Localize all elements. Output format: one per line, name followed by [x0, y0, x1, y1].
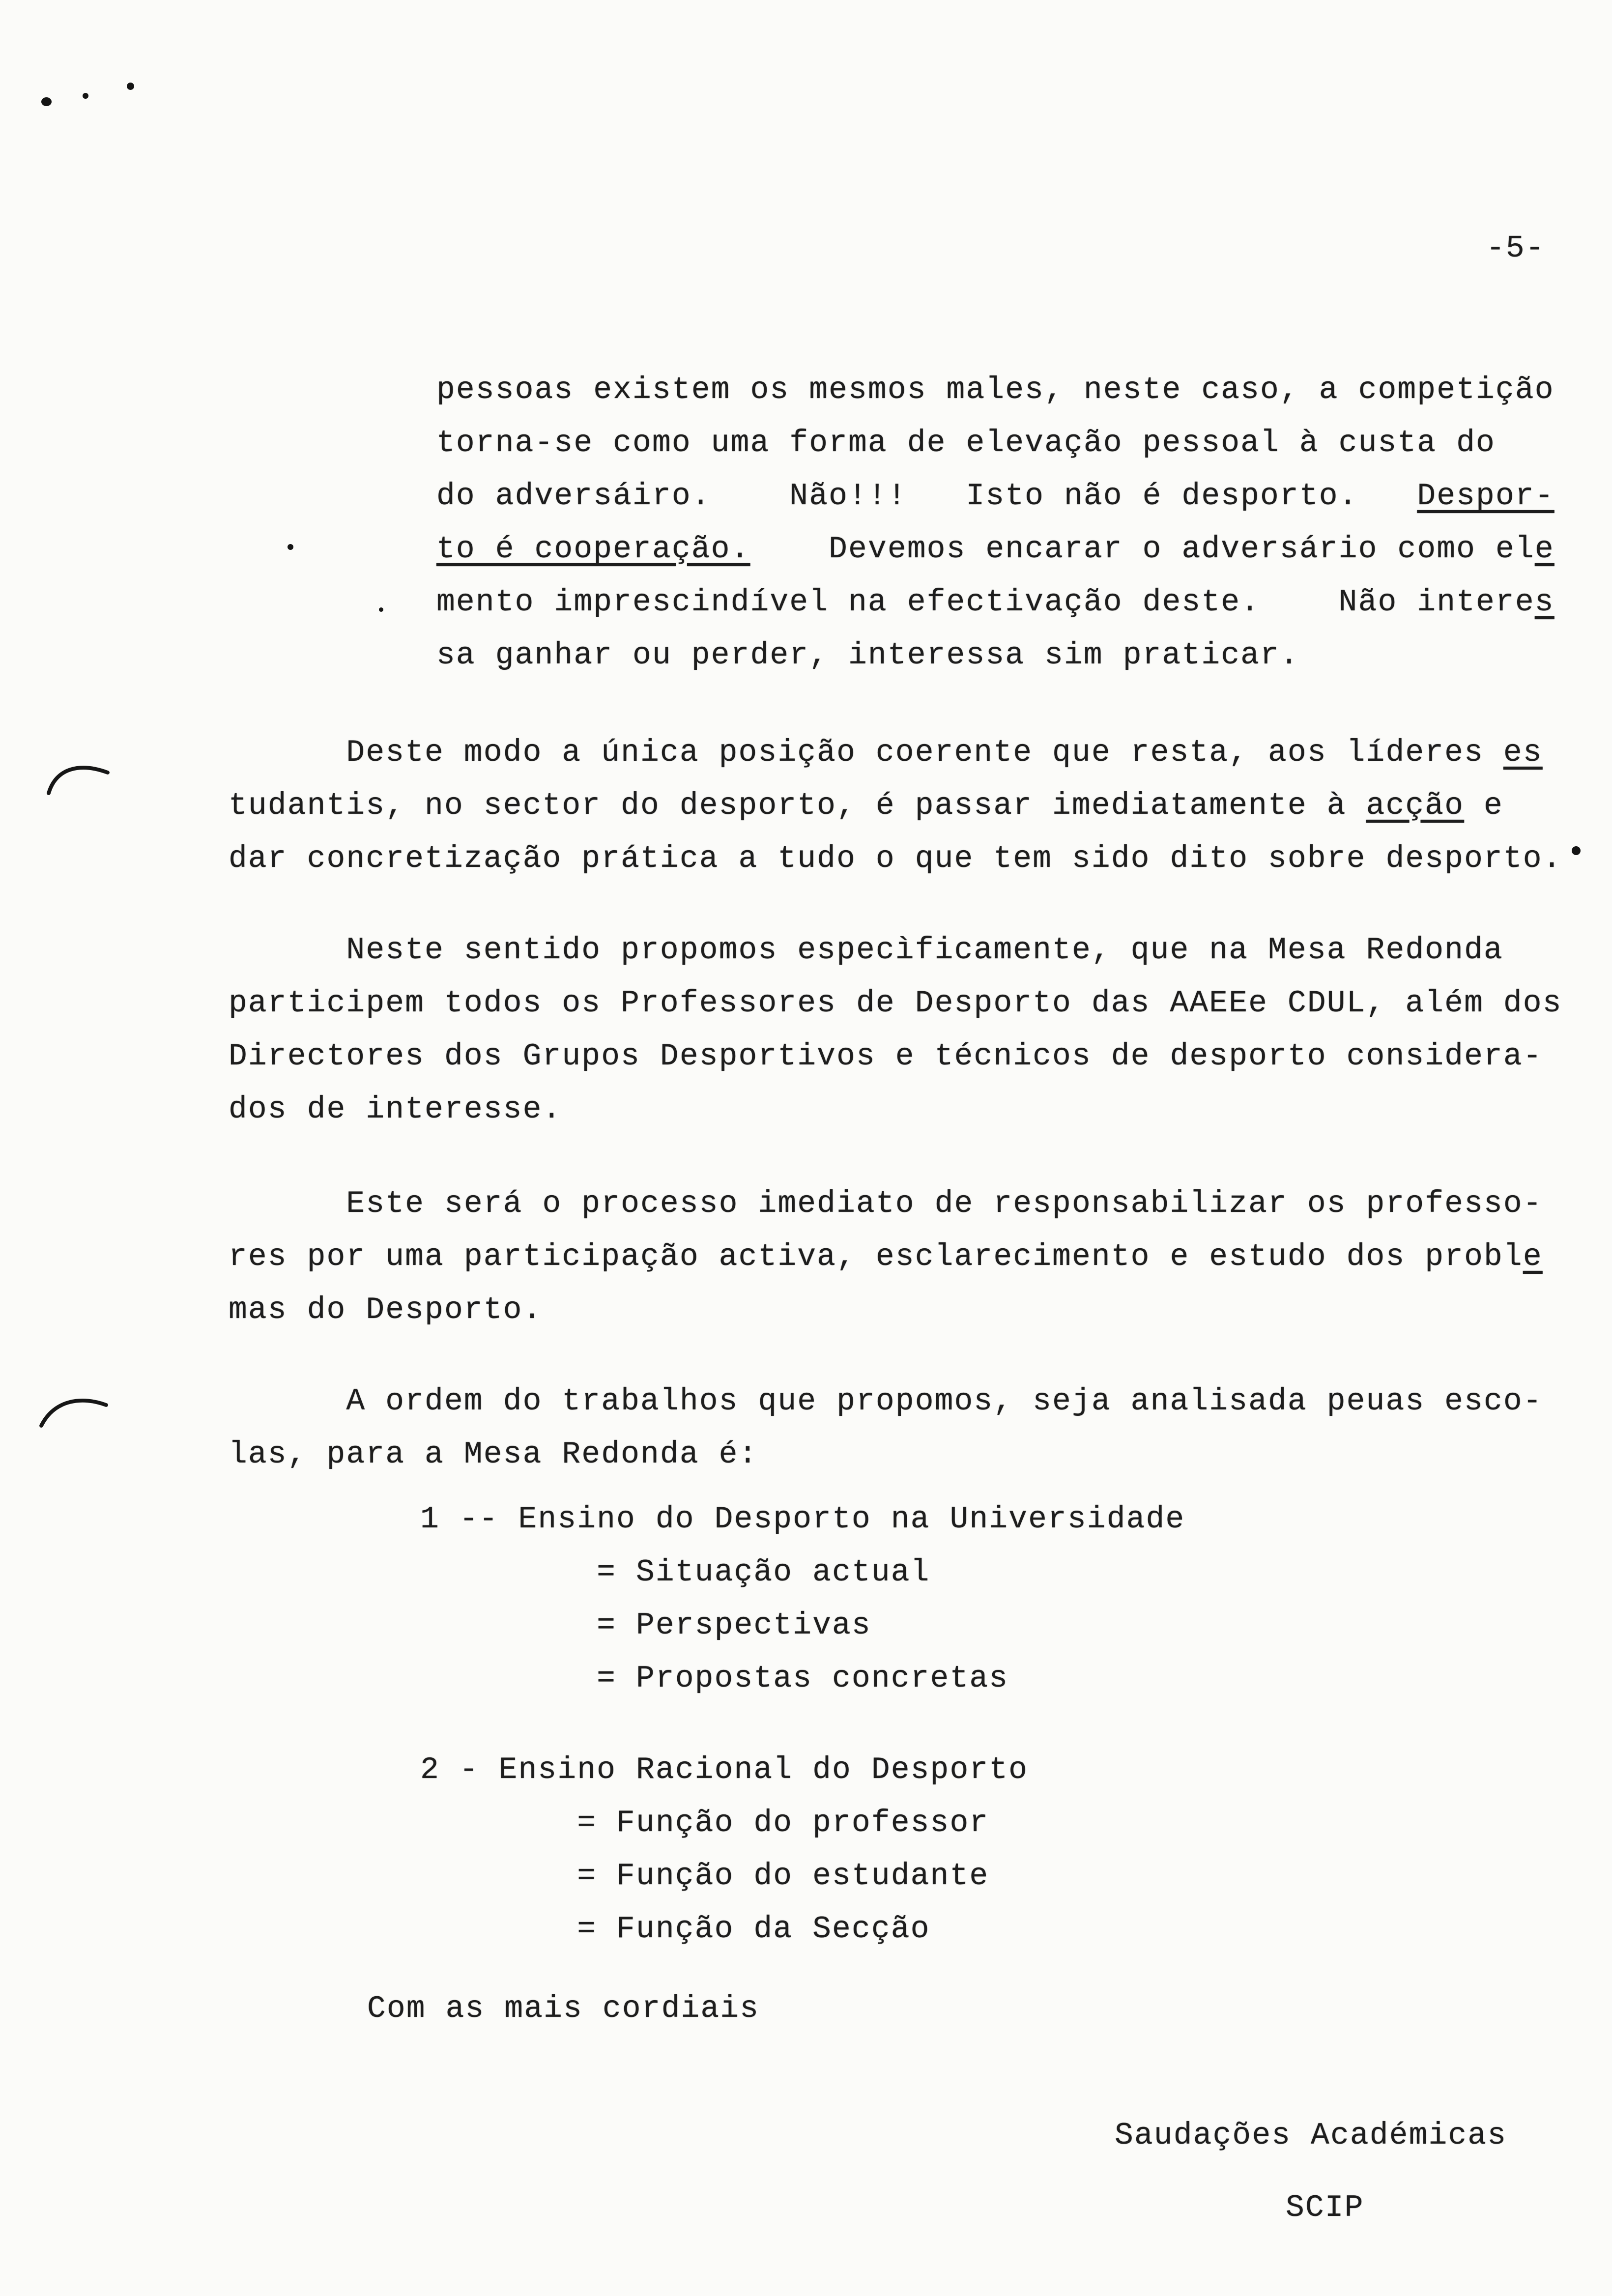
text-segment: e — [1523, 1241, 1543, 1275]
text-line — [229, 781, 1562, 834]
text-line — [229, 1032, 1562, 1085]
text-line — [436, 525, 1554, 578]
text-segment: las, para a Mesa Redonda é: — [229, 1439, 758, 1473]
text-segment: mento imprescindível na efectivação deste. Não intere — [436, 587, 1535, 621]
paragraph-process — [229, 1179, 1543, 1339]
text-segment: mas do Desporto. — [229, 1294, 543, 1328]
text-segment: torna-se como uma forma de elevação pessoal à custa do — [436, 428, 1496, 461]
text-line — [420, 1746, 1028, 1799]
text-segment: A ordem do trabalhos que propomos, seja analisada peuas esco- — [229, 1386, 1543, 1420]
text-segment: tudantis, no sector do desporto, é passar imediatamente à — [229, 790, 1366, 824]
text-segment: = Situação actual — [420, 1557, 930, 1591]
text-segment: Despor- — [1417, 481, 1554, 515]
text-line — [229, 1377, 1543, 1430]
text-line — [436, 631, 1554, 684]
ink-speck — [1572, 846, 1581, 855]
text-line — [229, 834, 1562, 888]
text-segment: Deste modo a única posição coerente que resta, aos líderes — [229, 737, 1503, 771]
text-segment: = Propostas concretas — [420, 1663, 1009, 1697]
text-line — [420, 1548, 1185, 1601]
text-line — [229, 1286, 1543, 1339]
ink-speck — [379, 607, 383, 612]
agenda-item-1 — [420, 1495, 1185, 1707]
page-number: -5- — [1486, 233, 1545, 267]
paragraph-proposal — [229, 926, 1562, 1138]
agenda-item-2 — [420, 1746, 1028, 1958]
text-segment: es — [1503, 737, 1543, 771]
text-segment: Neste sentido propomos especìficamente, que na Mesa Redonda — [229, 935, 1503, 969]
ink-speck — [288, 544, 293, 550]
text-line — [420, 1852, 1028, 1905]
ink-speck — [41, 97, 52, 106]
text-segment: res por uma participação activa, esclarecimento e estudo dos probl — [229, 1241, 1523, 1275]
paragraph-agenda-intro — [229, 1377, 1543, 1483]
text-segment: sa ganhar ou perder, interessa sim praticar. — [436, 640, 1299, 674]
text-line — [229, 1430, 1543, 1483]
text-segment: to é cooperação. — [436, 534, 750, 568]
text-segment: pessoas existem os mesmos males, neste caso, a competição — [436, 374, 1554, 408]
text-line — [436, 366, 1554, 419]
text-line — [420, 1495, 1185, 1548]
handwritten-arc-mark — [44, 758, 112, 799]
handwritten-arc-mark — [37, 1392, 111, 1433]
text-line — [436, 419, 1554, 472]
paragraph-call-to-action — [229, 728, 1562, 888]
text-line — [229, 728, 1562, 781]
paragraph-quote-continuation — [436, 366, 1554, 684]
text-line — [420, 1654, 1185, 1707]
text-line — [229, 979, 1562, 1032]
text-segment: = Função da Secção — [420, 1914, 930, 1948]
organization-abbreviation: SCIP — [1286, 2192, 1364, 2226]
text-line — [229, 926, 1562, 979]
text-line — [229, 1179, 1543, 1233]
text-line — [420, 1601, 1185, 1654]
text-segment: e — [1464, 790, 1503, 824]
text-line — [229, 1085, 1562, 1138]
text-segment: = Perspectivas — [420, 1610, 871, 1644]
text-line — [229, 1233, 1543, 1286]
text-segment: Directores dos Grupos Desportivos e técnicos de desporto considera- — [229, 1041, 1543, 1075]
text-line — [436, 472, 1554, 525]
text-segment: do adversáiro. Não!!! Isto não é desporto. — [436, 481, 1417, 515]
text-segment: Devemos encarar o adversário como el — [750, 534, 1535, 568]
text-segment: participem todos os Professores de Desporto das AAEEe CDUL, além dos — [229, 988, 1562, 1022]
signature-line: Saudações Académicas — [1115, 2120, 1507, 2154]
text-segment: Este será o processo imediato de responsabilizar os professo- — [229, 1188, 1543, 1222]
text-segment: 2 - Ensino Racional do Desporto — [420, 1754, 1029, 1788]
closing-line: Com as mais cordiais — [367, 1993, 760, 2027]
text-segment: s — [1534, 587, 1554, 621]
text-segment: dar concretização prática a tudo o que tem sido dito sobre desporto. — [229, 843, 1562, 877]
text-line — [420, 1905, 1028, 1958]
text-segment: = Função do professor — [420, 1808, 989, 1841]
text-segment: 1 -- Ensino do Desporto na Universidade — [420, 1504, 1185, 1538]
text-segment: dos de interesse. — [229, 1094, 562, 1128]
text-segment: acção — [1366, 790, 1465, 824]
text-segment: e — [1534, 534, 1554, 568]
text-line — [436, 578, 1554, 631]
ink-speck — [127, 83, 134, 90]
text-line — [420, 1799, 1028, 1852]
text-segment: = Função do estudante — [420, 1861, 989, 1894]
ink-speck — [83, 93, 88, 99]
